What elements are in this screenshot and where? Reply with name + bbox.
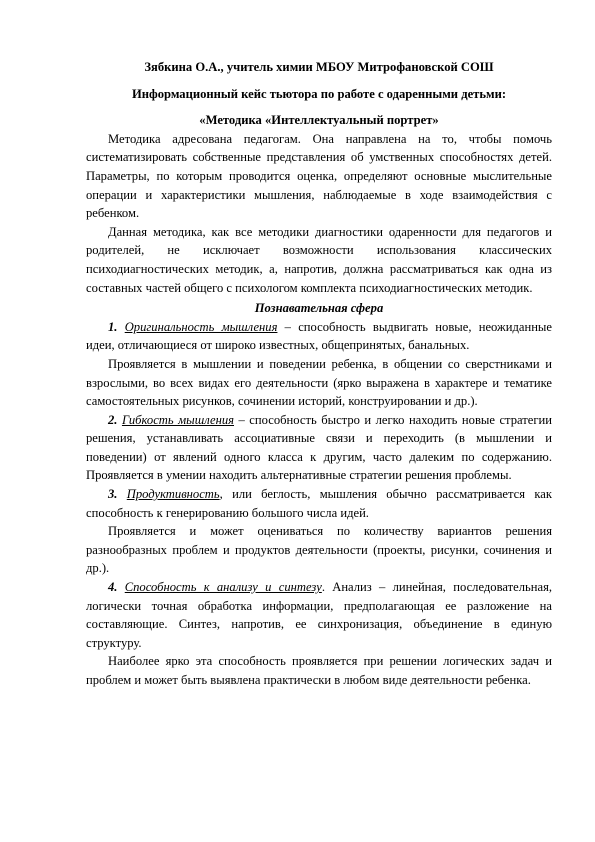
item-3 bbox=[86, 485, 552, 522]
document-content bbox=[86, 58, 552, 690]
item-2-term: Гибкость мышления bbox=[121, 412, 234, 427]
item-1-number: 1. bbox=[108, 319, 118, 334]
item-4 bbox=[86, 578, 552, 652]
item-1-extra: Проявляется в мышлении и поведении ребенка, в общении со сверстниками и взрослыми, во всех видах его деятельности (ярко выражена в характере и тематике самостоятельных рисунков, сочинении историй, конструировании и др.). bbox=[86, 356, 552, 409]
item-1 bbox=[86, 318, 552, 355]
section-title: Познавательная сфера bbox=[254, 301, 384, 316]
item-4-number: 4. bbox=[108, 580, 118, 595]
item-4-extra: Наиболее ярко эта способность проявляется при решении логических задач и проблем и может быть выявлена практически в любом виде деятельности ребенка. bbox=[86, 654, 552, 687]
item-4-text: . Анализ – линейная, последовательная, логически точная обработка информации, предполагающая ее разложение на составляющие. Синтез, напротив, ее синхронизация, объединение в единую структуру. bbox=[86, 580, 553, 650]
author-line: Зябкина О.А., учитель химии МБОУ Митрофановской СОШ bbox=[144, 60, 494, 74]
item-3-term: Продуктивность bbox=[126, 487, 220, 502]
item-3-extra: Проявляется и может оцениваться по количеству вариантов решения разнообразных проблем и продуктов деятельности (проекты, рисунки, сочинения и др.). bbox=[86, 524, 552, 576]
item-3-text: , или беглость, мышления обычно рассматривается как способность к генерированию большого числа идей. bbox=[86, 487, 552, 520]
item-2-number: 2. bbox=[108, 412, 118, 427]
item-2 bbox=[86, 411, 552, 485]
document-title: Информационный кейс тьютора по работе с одаренными детьми: bbox=[131, 86, 507, 101]
item-4-term: Способность к анализу и синтезу bbox=[124, 580, 322, 595]
item-2-text: – способность быстро и легко находить новые стратегии решения, устанавливать ассоциативные связи и переходить (в мышлении и поведении) от явлений одного класса к другим, часто далеким по содержанию. Проявляется в умении находить альтернативные стратегии решения проблемы. bbox=[86, 412, 552, 483]
item-1-term: Оригинальность мышления bbox=[124, 319, 278, 334]
method-title: «Методика «Интеллектуальный портрет» bbox=[199, 113, 439, 128]
intro-paragraph-1: Методика адресована педагогам. Она направлена на то, чтобы помочь систематизировать собственные представления об умственных способностях детей. Параметры, по которым проводится оценка, определяют основные мыслительные операции и характеристики мышления, наблюдаемые в ходе взаимодействия с ребенком. bbox=[86, 131, 552, 221]
item-1-text: – способность выдвигать новые, неожиданные идеи, отличающиеся от широко известных, общепринятых, банальных. bbox=[86, 319, 552, 353]
intro-paragraph-2: Данная методика, как все методики диагностики одаренности для педагогов и родителей, не исключает возможности использования классических психодиагностических методик, а, напротив, должна рассматриваться как одна из составных частей общего с психологом комплекта психодиагностических методик. bbox=[86, 224, 552, 295]
item-3-number: 3. bbox=[108, 487, 118, 502]
